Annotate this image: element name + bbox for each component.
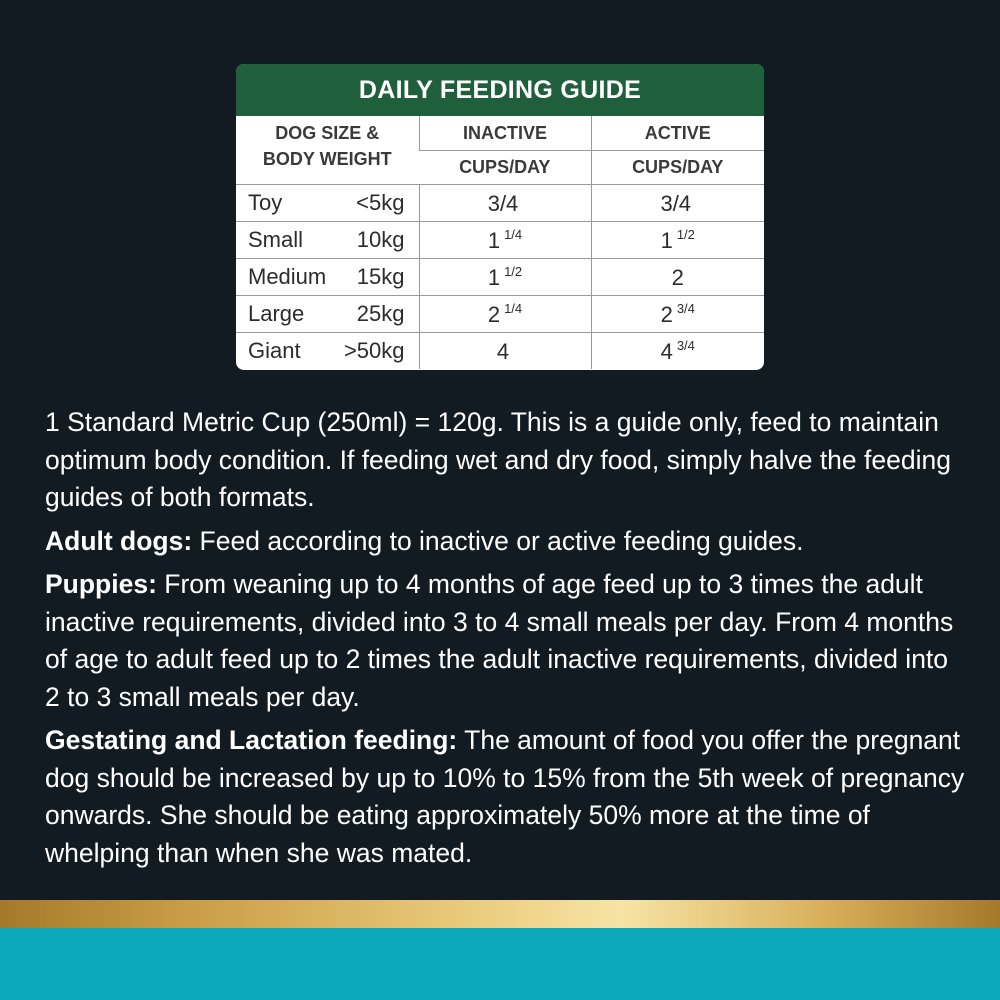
gestating-text: The amount of food you offer the pregnant dog should be increased by up to 10% to 15% from the 5th week of pregnancy onwards. She should be eating approximately 50% more at the time of whelping than when she was mated. <box>45 725 965 868</box>
gold-stripe <box>0 900 1000 928</box>
col-header-dog-size-line1: DOG SIZE & <box>275 123 380 143</box>
active-cell <box>591 296 764 333</box>
inactive-whole: 1 <box>487 227 501 253</box>
inactive-fraction: 1/2 <box>504 263 523 279</box>
col-unit-active: CUPS/DAY <box>591 151 764 185</box>
adult-dogs-text: Feed according to inactive or active feeding guides. <box>192 525 804 556</box>
active-cell <box>591 222 764 259</box>
col-header-inactive: INACTIVE <box>419 116 591 151</box>
table-row <box>236 296 764 333</box>
table-row <box>236 222 764 259</box>
size-label: Large <box>248 301 305 326</box>
table-row <box>236 259 764 296</box>
active-cell <box>591 259 764 296</box>
adult-dogs-paragraph <box>45 523 965 561</box>
weight-label: 15kg <box>356 264 405 289</box>
weight-label: >50kg <box>343 338 405 363</box>
inactive-whole: 3/4 <box>487 190 519 216</box>
size-cell <box>236 222 419 259</box>
size-cell <box>236 259 419 296</box>
size-label: Medium <box>248 264 327 289</box>
size-label: Toy <box>248 190 283 215</box>
inactive-cell <box>419 185 591 222</box>
table-row <box>236 185 764 222</box>
inactive-whole: 2 <box>487 301 501 327</box>
gestating-label: Gestating and Lactation feeding: <box>45 725 458 755</box>
col-header-dog-size <box>236 116 419 185</box>
puppies-paragraph <box>45 566 965 716</box>
active-whole: 3/4 <box>660 190 692 216</box>
active-cell <box>591 333 764 370</box>
active-whole: 4 <box>660 338 673 364</box>
active-cell <box>591 185 764 222</box>
size-cell <box>236 296 419 333</box>
feeding-guide-card <box>236 64 764 370</box>
inactive-whole: 1 <box>487 264 501 290</box>
size-cell <box>236 185 419 222</box>
feeding-instructions <box>45 404 965 878</box>
size-label: Small <box>248 227 304 252</box>
adult-dogs-label: Adult dogs: <box>45 525 193 556</box>
inactive-cell <box>419 222 591 259</box>
inactive-cell <box>419 333 591 370</box>
col-header-active: ACTIVE <box>591 116 764 151</box>
active-whole: 2 <box>660 301 673 327</box>
active-fraction: 3/4 <box>676 300 695 316</box>
active-whole: 1 <box>660 227 673 253</box>
size-cell <box>236 333 419 370</box>
inactive-fraction: 1/4 <box>504 226 523 242</box>
inactive-whole: 4 <box>496 338 510 364</box>
col-header-dog-size-line2: BODY WEIGHT <box>262 149 392 169</box>
feeding-guide-table <box>236 116 764 369</box>
active-fraction: 3/4 <box>676 337 695 353</box>
active-fraction: 1/2 <box>676 226 695 242</box>
weight-label: 25kg <box>356 301 405 326</box>
weight-label: 10kg <box>356 227 405 252</box>
inactive-fraction: 1/4 <box>504 300 523 316</box>
inactive-cell <box>419 259 591 296</box>
intro-paragraph: 1 Standard Metric Cup (250ml) = 120g. This is a guide only, feed to maintain optimum body condition. If feeding wet and dry food, simply halve the feeding guides of both formats. <box>45 407 951 512</box>
inactive-cell <box>419 296 591 333</box>
col-unit-inactive: CUPS/DAY <box>419 151 591 185</box>
size-label: Giant <box>248 338 301 363</box>
puppies-text: From weaning up to 4 months of age feed up to 3 times the adult inactive requirements, divided into 3 to 4 small meals per day. From 4 months of age to adult feed up to 2 times the adult inactive requirements, divided into 2 to 3 small meals per day. <box>45 569 954 712</box>
weight-label: <5kg <box>356 190 405 215</box>
table-row <box>236 333 764 370</box>
gestating-paragraph <box>45 722 965 872</box>
feeding-guide-title: DAILY FEEDING GUIDE <box>236 64 764 116</box>
active-whole: 2 <box>671 264 684 290</box>
puppies-label: Puppies: <box>45 569 157 599</box>
teal-band <box>0 928 1000 1000</box>
